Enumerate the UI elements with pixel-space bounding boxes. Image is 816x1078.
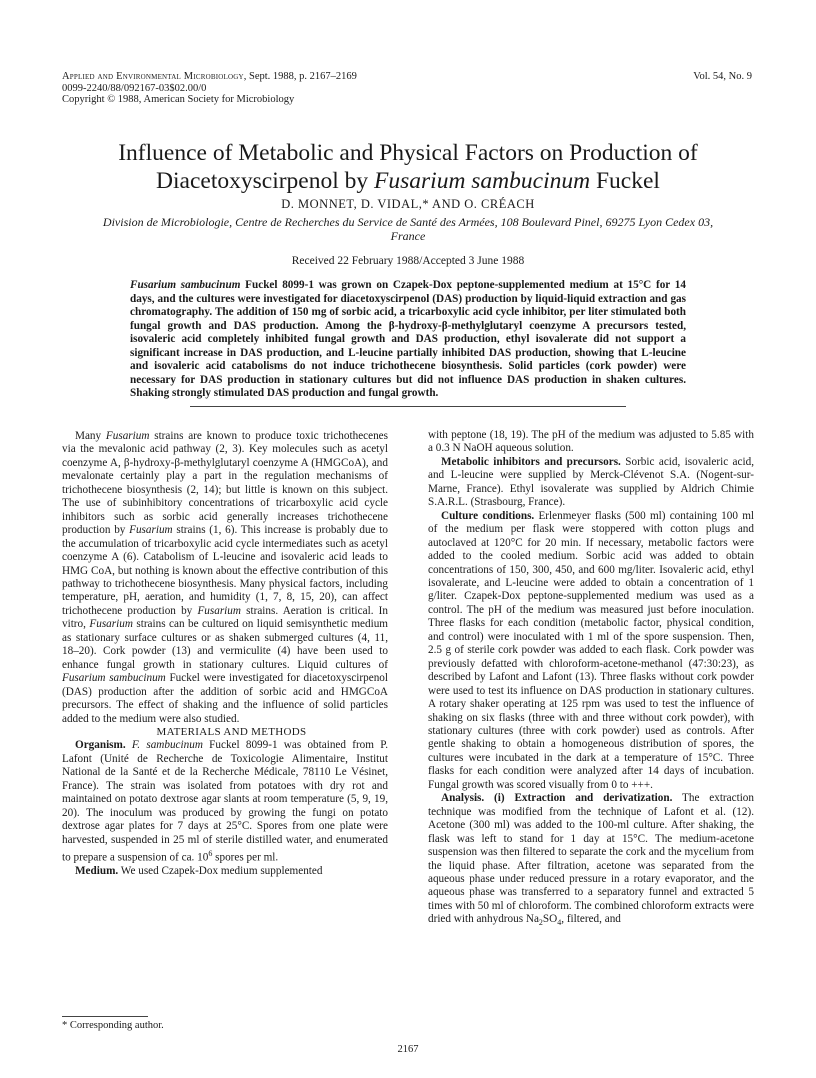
culture-label: Culture conditions.: [441, 509, 535, 522]
title-line-2-a: Diacetoxyscirpenol by: [156, 168, 375, 194]
journal-date-pages: , Sept. 1988, p. 2167–2169: [243, 71, 357, 82]
journal-code: 0099-2240/88/092167-03$02.00/0: [62, 82, 207, 94]
journal-name: Applied and Environmental Microbiology: [62, 71, 244, 82]
volume-issue: Vol. 54, No. 9: [693, 71, 752, 82]
page-number: 2167: [397, 1044, 419, 1055]
received-accepted-dates: Received 22 February 1988/Accepted 3 June 1988: [291, 255, 525, 267]
inhibitors-label: Metabolic inhibitors and precursors.: [441, 455, 621, 468]
organism-paragraph: Organism. F. sambucinum Fuckel 8099-1 was obtained from P. Lafont (Unité de Recherche de Toxicologie Alimentaire, Institut National de la Santé et de la Recherche Médicale, 78110 Le Vésinet, France). The strain was isolated from potatoes with dry rot and maintained on potato dextrose agar slants at room temperature (5, 9, 19, 20). The inoculum was produced by growing the fungi on potato dextrose agar plates for 7 days at 25°C. Spores from one plate were harvested, suspended in 25 ml of sterile distilled water, and enumerated to prepare a suspension of ca. $10^6$ spores per ml.: [62, 739, 388, 864]
abstract-organism: Fusarium sambucinum: [130, 279, 241, 291]
abstract: [130, 279, 686, 401]
right-column: [428, 429, 754, 930]
article-title: [40, 139, 776, 195]
organism-label: Organism.: [75, 739, 126, 752]
journal-header: [62, 71, 357, 106]
abstract-text: Fuckel 8099-1 was grown on Czapek-Dox peptone-supplemented medium at 15°C for 14 days, and the cultures were investigated for diacetoxyscirpenol (DAS) production by liquid-liquid extraction and gas chromatography. The addition of 150 mg of sorbic acid, a tricarboxylic acid cycle inhibitor, per liter stimulated both fungal growth and DAS production. Among the β-hydroxy-β-methylglutaryl coenzyme A precursors tested, isovaleric acid completely inhibited fungal growth and DAS production, ethyl isovalerate did not support a significant increase in DAS production, and L-leucine partially inhibited DAS production, showing that L-leucine and isovaleric acid catabolisms do not induce trichothecene biosynthesis. Solid particles (cork powder) were necessary for DAS production in stationary cultures but did not influence DAS production in shaken cultures. Shaking strongly stimulated DAS production and fungal growth.: [130, 279, 686, 400]
footnote: * Corresponding author.: [62, 1020, 164, 1031]
medium-paragraph: Medium. We used Czapek-Dox medium supplemented: [75, 865, 323, 878]
affiliation: Division de Microbiologie, Centre de Recherches du Service de Santé des Armées, 108 Boulevard Pinel, 69275 Lyon Cedex 03, France: [102, 215, 714, 243]
left-column: [62, 430, 388, 879]
inhibitors-paragraph: Metabolic inhibitors and precursors. Sorbic acid, isovaleric acid, and L-leucine were supplied by Merck-Clévenot S.A. (Nogent-sur-Marne, France). Ethyl isovalerate was supplied by Aldrich Chimie S.A.R.L. (Strasbourg, France).: [428, 455, 754, 509]
analysis-label: Analysis. (i) Extraction and derivatization.: [441, 792, 673, 805]
footnote-divider: [62, 1016, 148, 1017]
methods-heading: MATERIALS AND METHODS: [156, 725, 307, 738]
title-line-2: [40, 167, 776, 195]
title-line-2-b: Fuckel: [590, 168, 660, 194]
abstract-divider: [190, 406, 626, 407]
title-line-1: Influence of Metabolic and Physical Factors on Production of: [118, 140, 698, 166]
analysis-paragraph: Analysis. (i) Extraction and derivatization. The extraction technique was modified from the technique of Lafont et al. (12). Acetone (300 ml) was added to the 100-ml culture. After shaking, the flask was left to stand for 1 day at 15°C. The medium-acetone suspension was then filtered to separate the cork and the mycelium from the liquid phase. After filtration, acetone was separated from the aqueous phase under reduced pressure in a rotary evaporator, and the aqueous phase was transferred to a separatory funnel and extracted 5 times with 50 ml of chloroform. The combined chloroform extracts were dried with anhydrous $Na_2SO_4$, filtered, and: [428, 792, 754, 928]
title-organism: Fusarium sambucinum: [374, 168, 591, 194]
authors: D. MONNET, D. VIDAL,* AND O. CRÉACH: [281, 197, 535, 211]
copyright: Copyright © 1988, American Society for Microbiology: [62, 94, 295, 105]
intro-paragraph: Many Fusarium strains are known to produce toxic trichothecenes via the mevalonic acid pathway (2, 3). Key molecules such as acetyl coenzyme A, β-hydroxy-β-methylglutaryl coenzyme A (HMGCoA), and mevalonate certainly play a part in the regulation mechanisms of trichothecene biosynthesis (2, 14); but little is known on this subject. The use of subinhibitory concentrations of tricarboxylic acid cycle inhibitors such as sorbic acid generally increases trichothecene production by Fusarium strains (1, 6). This increase is probably due to the accumulation of tricarboxylic acid cycle intermediates such as acetyl coenzyme A (6). Catabolism of L-leucine and isovaleric acid leads to HMG CoA, but nothing is known about the effective contribution of this pathway to trichothecene biosynthesis. Many physical factors, including temperature, pH, aeration, and humidity (1, 7, 8, 15, 20), can affect trichothecene production by Fusarium strains. Aeration is critical. In vitro, Fusarium strains can be cultured on liquid semisynthetic medium as stationary surface cultures or as shaken submerged cultures (4, 11, 18–20). Cork powder (13) and vermiculite (4) have been used to enhance fungal growth in stationary cultures. Liquid cultures of Fusarium sambucinum Fuckel were investigated for diacetoxyscirpenol (DAS) production after the addition of sorbic acid and HMGCoA precursors. The effect of shaking and the influence of solid particles added to the medium were also studied.: [62, 430, 389, 725]
medium-label: Medium.: [75, 865, 119, 878]
culture-paragraph: Culture conditions. Erlenmeyer flasks (500 ml) containing 100 ml of the medium per flask were stoppered with cotton plugs and autoclaved at 120°C for 20 min. If necessary, metabolic factors were added to the cooled medium. Sorbic acid was added to obtain concentrations of 150, 300, 450, and 600 mg/liter. Isovaleric acid, ethyl isovalerate, and L-leucine were added to obtain a concentration of 1 g/liter. Czapek-Dox peptone-supplemented medium was used as a control. The pH of the medium was measured just before inoculation. Three flasks for each condition (metabolic factor, physical condition, and control) were inoculated with 1 ml of the spore suspension. Then, 2.5 g of sterile cork powder was added to each flask. Cork powder was previously defatted with chloroform-acetone-methanol (47:30:23), as described by Lafont and Lafont (13). Three flasks without cork powder were used to test its influence on DAS production in stationary cultures. A rotary shaker operating at 125 rpm was used to test the influence of shaking on six flasks (three with and three without cork powder), with stationary cultures (three with cork powder) used as controls. After gentle shaking to obtain a homogeneous distribution of spores, the cultures were incubated in the dark at a temperature of 15°C. Three flasks for each condition were analyzed after 14 days of incubation. Fungal growth was scored visually from 0 to +++.: [428, 509, 754, 791]
medium-continued: with peptone (18, 19). The pH of the medium was adjusted to 5.85 with a 0.3 N NaOH aqueous solution.: [428, 429, 754, 455]
